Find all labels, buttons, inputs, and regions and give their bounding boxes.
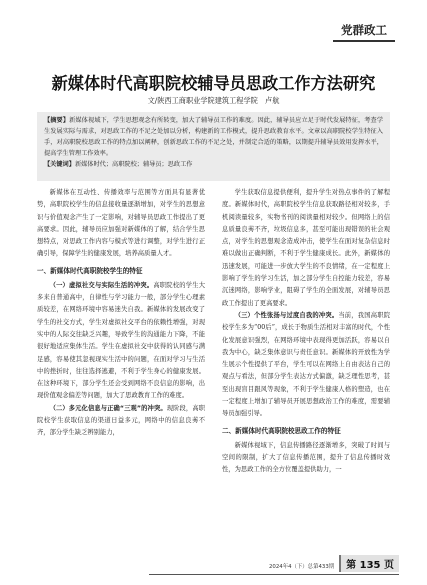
article-body (37, 187, 390, 547)
section-tag (329, 20, 399, 40)
keywords-text: 新媒体时代；高职院校；辅导员；思政工作 (74, 161, 193, 168)
paragraph-2 (37, 403, 205, 440)
footer-rule (149, 574, 399, 575)
subheading-2: （二）多元化信息与正确“三观”的冲突。 (49, 404, 167, 412)
left-column (37, 187, 205, 547)
keywords-label: 【关键词】 (44, 161, 75, 168)
article-title: 新媒体时代高职院校辅导员思政工作方法研究 (51, 74, 376, 93)
paragraph-1 (37, 280, 205, 403)
section-heading-2: 二、新媒体时代高职院校思政工作的特征 (222, 426, 341, 435)
abstract-text: 新媒体视域下，学生思想观念有所转变，加大了辅导员工作的难度。因此，辅导员应立足于时代发展特征，考查学生发展实际与需求，对思政工作的不足之处加以分析，构建新的工作模式，提升思政教育水平。文章以高职院校学生特征入手，对高职院校思政工作的特点加以阐释，创新思政工作的不足之处，并制定合适的策略，以期提升辅导员效用发挥水平，提高学生管理工作效率。 (44, 117, 384, 157)
section-tag-label: 党群政工 (341, 23, 387, 37)
paragraph-4 (222, 310, 390, 421)
right-column (222, 187, 390, 547)
paragraph-5: 新媒体视域下，信息传播路径逐渐增多，突破了时间与空间的限制，扩大了信息传播范围，提升了信息传播时效性，为思政工作的全方位覆盖提供助力，一 (222, 441, 390, 474)
issue-info: 2024年4（下）总第433期 (268, 564, 335, 570)
intro-paragraph: 新媒体在互动性、传播效率与范围等方面具有显著优势，高职院校学生的信息接收量逐渐增加，对学生的思想意识与价值观念产生了一定影响，对辅导员思政工作提出了更高要求。因此，辅导员应加强对新媒体的了解，结合学生思想特点，对思政工作内容与模式等进行调整，对学生进行正确引导，保障学生的健康发展，培养高质量人才。 (37, 189, 205, 258)
paragraph-4-text: 当前，我国高职院校学生多为“00后”，成长于物质生活相对丰富的时代，个性化发展意识强烈，在网络环境中表现得更加活跃，容易以自我为中心，缺乏集体意识与责任意识。新媒体的开放性为学生展示个性提供了平台，学生可以在网络上自由表达自己的观点与看法，但部分学生表达方式偏激，缺乏理性思考，甚至出现盲目跟风等现象，不利于学生健康人格的塑造，也在一定程度上增加了辅导员开展思想政治工作的难度，需要辅导员加强引导。 (222, 311, 390, 418)
abstract-box (37, 112, 390, 181)
article-byline: 文/陕西工商职业学院建筑工程学院 卢航 (147, 96, 280, 105)
subheading-1: （一）虚拟社交与实际生活的冲突。 (49, 281, 154, 289)
paragraph-3: 学生获取信息提供便利，提升学生对热点事件的了解程度。新媒体时代，高职院校学生信息获取路径相对较多，手机阅读量较多，实物书刊的阅读量相对较少。但网络上的信息质量良莠不齐，垃圾信息多，甚至可能出现错误的社会观点，对学生的思想观念造成冲击，使学生在面对复杂信息时难以做出正确判断，不利于学生健康成长。此外，新媒体的迅速发展，可能进一步放大学生的不良情绪，在一定程度上影响了学生的学习生活，加之部分学生自控能力较差，容易沉迷网络，影响学业，阻碍了学生的全面发展，对辅导员思政工作提出了更高要求。 (222, 189, 390, 307)
page-number: 第 135 页 (339, 555, 399, 572)
abstract-label: 【摘要】 (44, 117, 70, 124)
page-footer (269, 556, 399, 572)
paragraph-2-text: 现阶段，高职院校学生获取信息的渠道日益多元，网络中的信息良莠不齐，部分学生缺乏辨别能力， (37, 404, 205, 437)
section-heading-1: 一、新媒体时代高职院校学生的特征 (37, 266, 143, 275)
subheading-3: （三）个性张扬与过度自我的冲突。 (234, 311, 339, 319)
section-tag-underline (333, 40, 395, 42)
paragraph-1-text: 高职院校的学生大多来自普通高中，自律性与学习能力一般，部分学生心理素质较差，在网络环境中容易迷失自我。新媒体的发展改变了学生的社交方式，学生对虚拟社交平台的依赖性增强，对现实中的人际交往缺乏兴趣，导致学生的沟通能力下降，不能很好地适应集体生活。学生在虚拟社交中获得的认同感与满足感，容易使其忽视现实生活中的问题，在面对学习与生活中的挫折时，往往选择逃避，不利于学生身心的健康发展。在这种环境下，部分学生还会受到网络不良信息的影响，出现价值观念偏差等问题，加大了思政教育工作的难度。 (37, 281, 205, 400)
